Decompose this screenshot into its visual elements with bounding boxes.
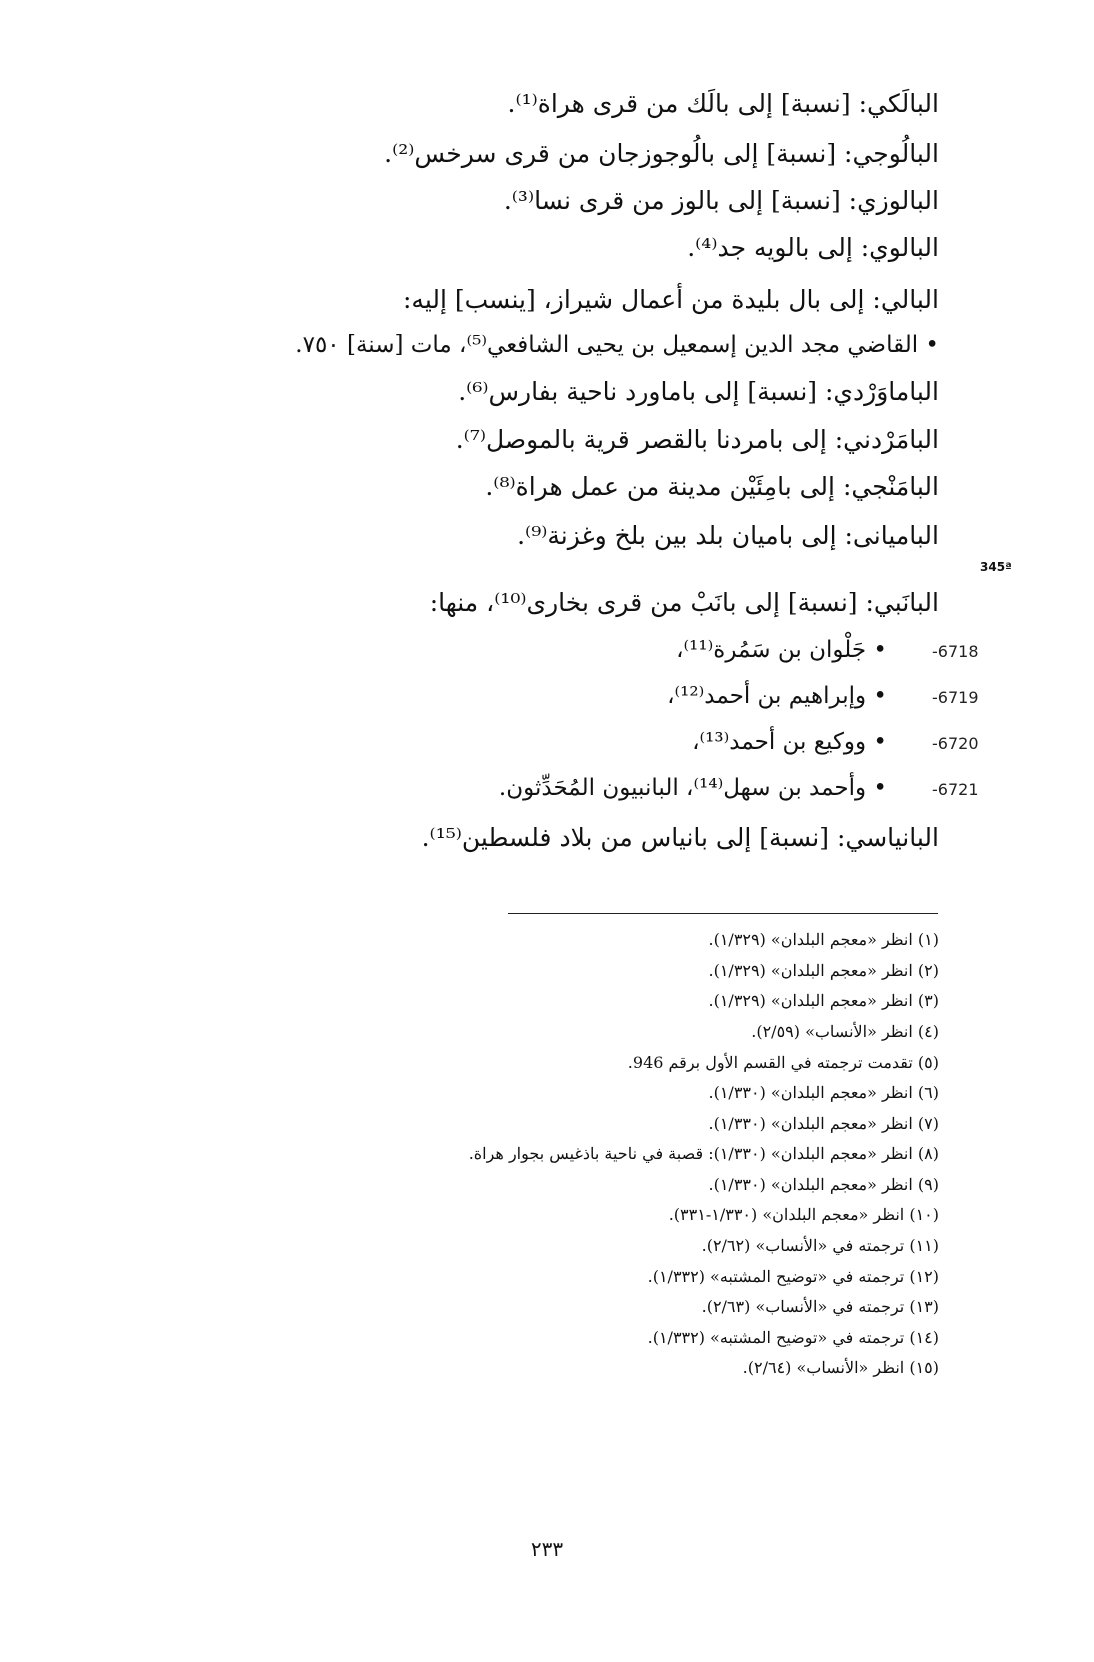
entry-number: -6721 — [932, 780, 979, 799]
footnote-divider — [508, 913, 938, 914]
entry-number: -6718 — [932, 642, 979, 661]
footnote: (١٣) ترجمته في «الأنساب» (٢/٦٣). — [701, 1297, 939, 1316]
footnote: (١٤) ترجمته في «توضيح المشتبه» (١/٣٣٢). — [647, 1328, 939, 1347]
entry-bali-person: • القاضي مجد الدين إسمعيل بن يحيى الشافعي⁽⁵⁾، مات [سنة] ٧٥٠. — [295, 332, 939, 358]
manuscript-folio-marker: 345ª — [980, 560, 1012, 574]
entry-bamawardi: الباماوَرْدي: [نسبة] إلى باماورد ناحية بفارس⁽⁶⁾. — [458, 377, 939, 406]
footnote: (٥) تقدمت ترجمته في القسم الأول برقم 946. — [627, 1053, 939, 1072]
footnote: (٣) انظر «معجم البلدان» (١/٣٢٩). — [708, 991, 939, 1010]
footnote: (١٠) انظر «معجم البلدان» (١/٣٣٠-٣٣١). — [668, 1205, 939, 1224]
entry-banyasi: البانياسي: [نسبة] إلى بانياس من بلاد فلسطين⁽¹⁵⁾. — [421, 823, 939, 852]
entry-bamanji: البامَنْجي: إلى بامِئَيْن مدينة من عمل هراة⁽⁸⁾. — [485, 472, 939, 501]
person-entry: • وإبراهيم بن أحمد⁽¹²⁾، — [667, 683, 887, 709]
person-entry: • ووكيع بن أحمد⁽¹³⁾، — [692, 729, 887, 755]
person-entry: • وأحمد بن سهل⁽¹⁴⁾، البانبيون المُحَدِّثون. — [498, 775, 887, 801]
footnote: (٤) انظر «الأنساب» (٢/٥٩). — [751, 1022, 939, 1041]
entry-baluji: البالُوجي: [نسبة] إلى بالُوجوزجان من قرى سرخس⁽²⁾. — [384, 139, 939, 168]
entry-balawi: البالوي: إلى بالويه جد⁽⁴⁾. — [687, 233, 939, 262]
footnote: (١) انظر «معجم البلدان» (١/٣٢٩). — [708, 930, 939, 949]
entry-bamiyani: الباميانى: إلى باميان بلد بين بلخ وغزنة⁽⁹⁾. — [517, 521, 939, 550]
footnote: (٧) انظر «معجم البلدان» (١/٣٣٠). — [708, 1114, 939, 1133]
footnote: (٩) انظر «معجم البلدان» (١/٣٣٠). — [708, 1175, 939, 1194]
entry-bamardani: البامَرْدني: إلى بامردنا بالقصر قرية بالموصل⁽⁷⁾. — [455, 425, 939, 454]
entry-baluzi: البالوزي: [نسبة] إلى بالوز من قرى نسا⁽³⁾. — [503, 186, 939, 215]
person-entry: • جَلْوان بن سَمُرة⁽¹¹⁾، — [676, 637, 887, 663]
entry-number: -6719 — [932, 688, 979, 707]
footnote: (٨) انظر «معجم البلدان» (١/٣٣٠): قصبة في ناحية باذغيس بجوار هراة. — [468, 1144, 939, 1163]
entry-number: -6720 — [932, 734, 979, 753]
footnote: (١٢) ترجمته في «توضيح المشتبه» (١/٣٣٢). — [647, 1267, 939, 1286]
footnote: (٢) انظر «معجم البلدان» (١/٣٢٩). — [708, 961, 939, 980]
page-number: ٢٣٣ — [530, 1537, 564, 1561]
entry-balaki: البالَكي: [نسبة] إلى بالَك من قرى هراة⁽¹⁾. — [507, 89, 939, 118]
footnote: (١١) ترجمته في «الأنساب» (٢/٦٢). — [701, 1236, 939, 1255]
entry-banbi: البانَبي: [نسبة] إلى بانَبْ من قرى بخارى⁽¹⁰⁾، منها: — [429, 588, 939, 617]
footnote: (١٥) انظر «الأنساب» (٢/٦٤). — [742, 1358, 939, 1377]
entry-bali: البالي: إلى بال بليدة من أعمال شيراز، [ينسب] إليه: — [403, 285, 939, 314]
footnote: (٦) انظر «معجم البلدان» (١/٣٣٠). — [708, 1083, 939, 1102]
